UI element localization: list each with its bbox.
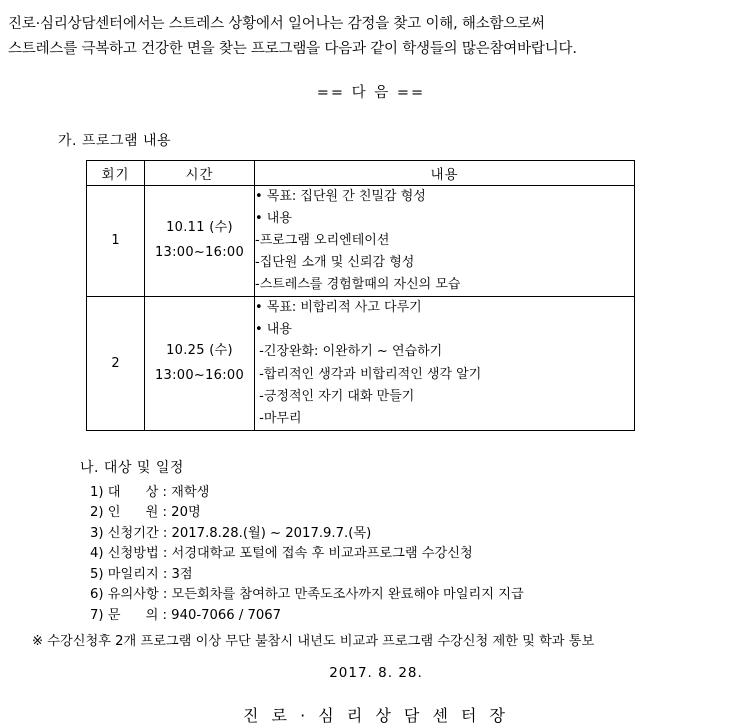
- column-header-content: 내용: [255, 160, 635, 185]
- table-row: [87, 185, 635, 296]
- program-table: [86, 160, 635, 431]
- table-row: [87, 297, 635, 431]
- column-header-session: 회기: [87, 160, 145, 185]
- intro-line-1: 진로·심리상담센터에서는 스트레스 상황에서 일어나는 감정을 찾고 이해, 해소함으로써: [8, 16, 545, 32]
- content-line: • 목표: 비합리적 사고 다루기: [255, 300, 422, 316]
- session-hours: 13:00~16:00: [154, 244, 245, 260]
- list-item: 5) 마일리지 : 3점: [90, 566, 193, 582]
- content-line: • 내용: [255, 210, 292, 226]
- content-line: -긴장완화: 이완하기 ~ 연습하기: [255, 344, 443, 360]
- session-time: [145, 185, 255, 296]
- section-b-label: 나. 대상 및 일정: [80, 459, 184, 476]
- content-line: -합리적인 생각과 비합리적인 생각 알기: [255, 366, 482, 382]
- list-item: 2) 인 원 : 20명: [90, 505, 201, 521]
- document-page: [0, 12, 742, 725]
- list-item: 6) 유의사항 : 모든회차를 참여하고 만족도조사까지 완료해야 마일리지 지급: [90, 587, 524, 603]
- content-line: -프로그램 오리엔테이션: [255, 232, 390, 248]
- next-marker: == 다 음 ==: [316, 84, 426, 101]
- details-list: [90, 483, 742, 626]
- list-item: 4) 신청방법 : 서경대학교 포털에 접속 후 비교과프로그램 수강신청: [90, 546, 473, 562]
- table-header-row: [87, 160, 635, 185]
- list-item: 7) 문 의 : 940-7066 / 7067: [90, 607, 282, 623]
- content-line: • 내용: [255, 322, 292, 338]
- intro-line-2: 스트레스를 극복하고 건강한 면을 찾는 프로그램을 다음과 같이 학생들의 많은참여바랍니다.: [8, 41, 577, 58]
- column-header-time: 시간: [145, 160, 255, 185]
- document-date: 2017. 8. 28.: [329, 664, 423, 681]
- section-a-label: 가. 프로그램 내용: [58, 132, 172, 149]
- session-date: 10.11 (수): [166, 220, 233, 236]
- list-item: 3) 신청기간 : 2017.8.28.(월) ~ 2017.9.7.(목): [90, 525, 372, 541]
- content-line: -스트레스를 경험할때의 자신의 모습: [255, 277, 461, 293]
- session-number: 2: [87, 297, 145, 431]
- session-content: [255, 185, 635, 296]
- content-line: -마무리: [255, 410, 302, 426]
- session-hours: 13:00~16:00: [154, 367, 245, 383]
- intro-paragraph: [8, 12, 734, 63]
- session-content: [255, 297, 635, 431]
- warning-note: ※ 수강신청후 2개 프로그램 이상 무단 불참시 내년도 비교과 프로그램 수강신청 제한 및 학과 통보: [32, 633, 595, 649]
- session-date: 10.25 (수): [166, 342, 233, 358]
- content-line: -집단원 소개 및 신뢰감 형성: [255, 255, 415, 271]
- session-number: 1: [87, 185, 145, 296]
- signature-line: 진 로 · 심 리 상 담 센 터 장: [243, 705, 509, 725]
- list-item: 1) 대 상 : 재학생: [90, 484, 210, 500]
- content-line: -긍정적인 자기 대화 만들기: [255, 388, 415, 404]
- content-line: • 목표: 집단원 간 친밀감 형성: [255, 188, 426, 204]
- session-time: [145, 297, 255, 431]
